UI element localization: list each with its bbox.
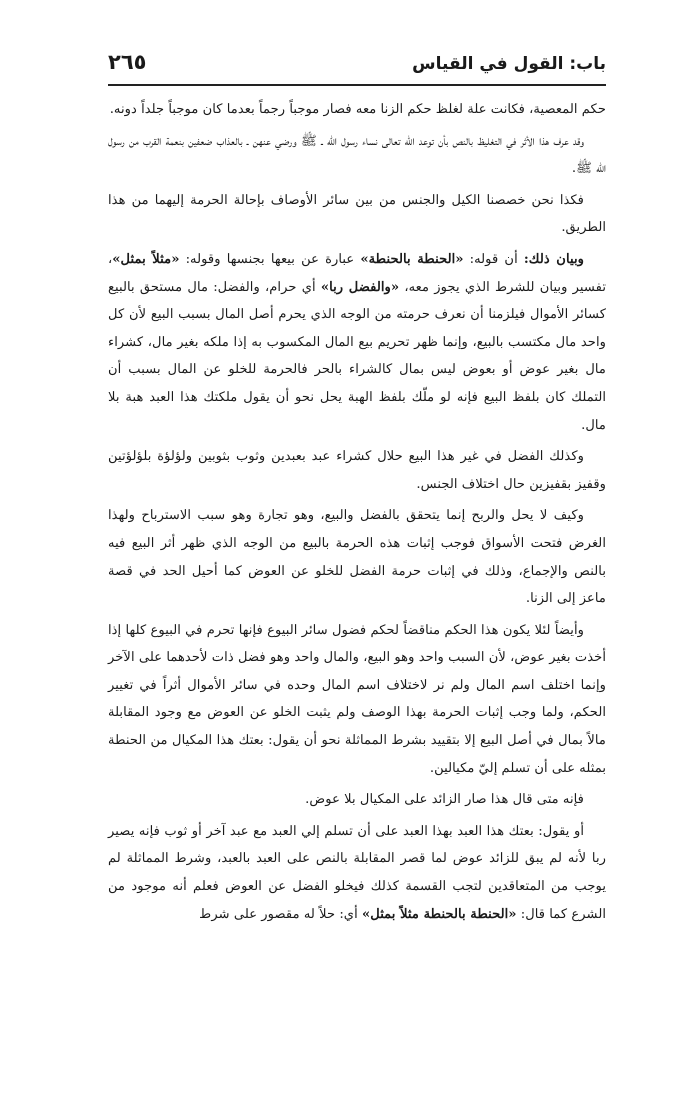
hadith-quote-4: «الحنطة بالحنطة مثلاً بمثل» — [361, 906, 517, 922]
hadith-quote-3: «والفضل ربا» — [320, 279, 400, 295]
paragraph-6: وكيف لا يحل والربح إنما يتحقق بالفضل والبيع، وهو تجارة وهو سبب الاسترباح ولهذا الغرض فتحت الأسواق فوجب إثبات هذه الحرمة بالبيع من الوجه الذي ظهر أثر البيع فيه بالنص والإجماع، وذلك في إثبات حرمة الفضل للخلو عن العوض كما أحيل الحد في قصة ماعز إلى الزنا. — [108, 508, 606, 607]
paragraph-5: وكذلك الفضل في غير هذا البيع حلال كشراء عبد بعبدين وثوب بثوبين ولؤلؤة بلؤلؤتين وقفيز بقفيزين حال اختلاف الجنس. — [108, 449, 606, 492]
hadith-quote-1: «الحنطة بالحنطة» — [360, 251, 464, 267]
paragraph-9-part1: أو يقول: بعتك هذا العبد بهذا العبد على أن تسلم إلي العبد مع عبد آخر أو ثوب فإنه يصير ربا لأنه لم يبق للزائد عوض لما قصر المقابلة بالنص على العبد بالعبد، وشرط المماثلة لم يوجب من المتعاقدين لتجب القسمة كذلك فيخلو الفضل عن العوض فعلم أنه موجود من الشرع كما قال: — [108, 823, 606, 922]
chapter-title: باب: القول في القياس — [412, 54, 606, 74]
paragraph-8: فإنه متى قال هذا صار الزائد على المكيال بلا عوض. — [305, 792, 584, 808]
paragraph-4-part1: أن قوله: — [463, 251, 524, 267]
paragraph-4-part2: عبارة عن بيعها بجنسها وقوله: — [179, 251, 361, 267]
paragraph-9-part2: أي: حلاً له مقصور على شرط — [199, 906, 362, 922]
hadith-quote-2: «مثلاً بمثل» — [112, 251, 180, 267]
paragraph-1: حكم المعصية، فكانت علة لغلظ حكم الزنا معه فصار موجباً رجماً بعدما كان موجباً جلداً دونه. — [109, 102, 606, 117]
paragraph-4-part3: ، تفسير وبيان للشرط الذي يجوز معه، — [108, 251, 607, 295]
page-body — [108, 96, 606, 932]
paragraph-3: فكذا نحن خصصنا الكيل والجنس من بين سائر الأوصاف بإحالة الحرمة إليهما من هذا الطريق. — [108, 192, 606, 236]
paragraph-4 — [108, 246, 606, 439]
paragraph-4-part4: أي حرام، والفضل: مال مستحق بالبيع كسائر الأموال فيلزمنا أن نعرف حرمته من الوجه الذي يحرم أصل المال بسبب البيع لأن كل واحد مال مكتسب بالبيع، وإنما ظهر تحريم بيع المال المكسوب به إذا ملكه بغير مال، كشراء مال بغير عوض أو بعوض ليس بمال كالشراء بالحر فالحرمة للخلو عن المال بسبب أن التملك كان بلفظ البيع فإنه لو ملّك بلفظ الهبة يحل نحو أن يقول ملكتك هذا العبد هبة بلا مال. — [108, 279, 606, 433]
paragraph-9 — [108, 818, 606, 928]
paragraph-7: وأيضاً لئلا يكون هذا الحكم مناقضاً لحكم فضول سائر البيوع فإنها تحرم في البيوع كلها إذا أخذت بغير عوض، لأن السبب واحد وهو البيع، والمال واحد وهو فضل ذات لأحدهما على الآخر وإنما اختلف اسم المال ولم نر لاختلاف اسم المال وحده في سائر الأموال أثراً في تغيير الحكم، ولما وجب إثبات الحرمة بهذا الوصف ولم يثبت الخلو عن العوض مع وجود المقابلة مالاً بمال في أصل البيع إلا بتقييد بشرط المماثلة نحو أن يقول: بعتك هذا المكيال من الحنطة بمثله على أن تسلم إليّ مكيالين. — [108, 622, 606, 776]
paragraph-2: وقد عرف هذا الأثر في التغليظ بالنص بأن توعد الله تعالى نساء رسول الله ـ ﷺ ورضي عنهن ـ بالعذاب ضعفين بنعمة القرب من رسول الله ﷺ. — [108, 133, 606, 177]
paragraph-4-lead: وبيان ذلك: — [523, 251, 585, 267]
page-number: ٢٦٥ — [108, 50, 147, 74]
running-header — [108, 48, 606, 84]
header-rule — [108, 84, 606, 86]
